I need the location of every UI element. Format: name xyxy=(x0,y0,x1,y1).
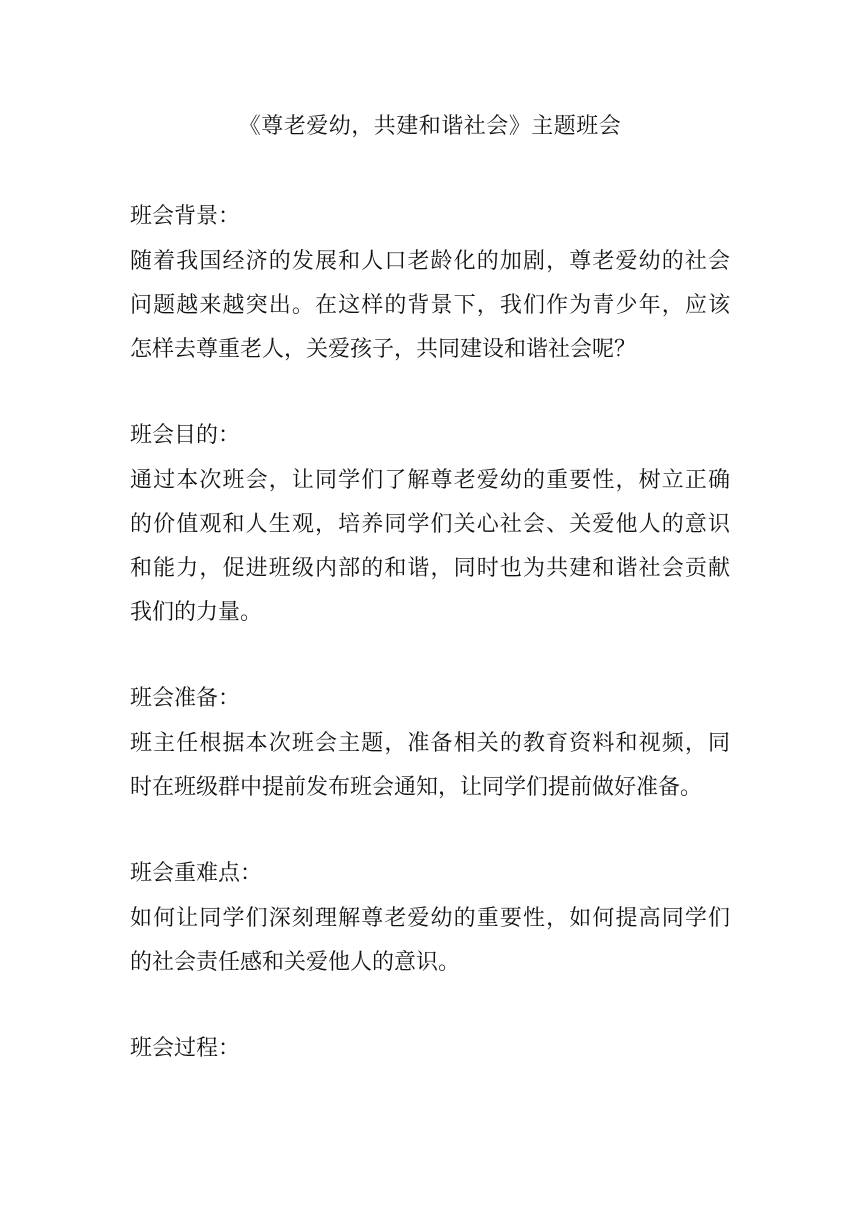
section-body xyxy=(130,722,730,810)
paragraph-line: 的价值观和人生观，培养同学们关心社会、关爱他人的意识 xyxy=(130,512,730,537)
section-purpose xyxy=(130,419,730,635)
paragraph-line: 怎样去尊重老人，关爱孩子，共同建设和谐社会呢？ xyxy=(130,337,637,362)
document-title: 《尊老爱幼，共建和谐社会》主题班会 xyxy=(238,114,622,139)
paragraph-line: 班主任根据本次班会主题，准备相关的教育资料和视频，同 xyxy=(130,731,730,756)
section-heading: 班会重难点： xyxy=(130,861,263,886)
paragraph-line: 随着我国经济的发展和人口老龄化的加剧，尊老爱幼的社会 xyxy=(130,249,730,274)
paragraph-line: 如何让同学们深刻理解尊老爱幼的重要性，如何提高同学们 xyxy=(130,906,730,931)
section-key-points xyxy=(130,857,730,985)
paragraph-line: 和能力，促进班级内部的和谐，同时也为共建和谐社会贡献 xyxy=(130,556,730,581)
paragraph-line: 的社会责任感和关爱他人的意识。 xyxy=(130,950,461,975)
paragraph-line: 我们的力量。 xyxy=(130,600,263,625)
section-body xyxy=(130,459,730,635)
section-process xyxy=(130,1032,730,1066)
section-heading: 班会准备： xyxy=(130,686,241,711)
section-preparation xyxy=(130,682,730,810)
document-content xyxy=(130,200,730,1113)
section-body xyxy=(130,897,730,985)
section-body xyxy=(130,240,730,372)
section-heading: 班会目的： xyxy=(130,423,241,448)
section-background xyxy=(130,200,730,372)
section-heading: 班会背景： xyxy=(130,204,241,229)
section-heading: 班会过程： xyxy=(130,1036,241,1061)
paragraph-line: 问题越来越突出。在这样的背景下，我们作为青少年，应该 xyxy=(130,293,730,318)
paragraph-line: 时在班级群中提前发布班会通知，让同学们提前做好准备。 xyxy=(130,775,703,800)
paragraph-line: 通过本次班会，让同学们了解尊老爱幼的重要性，树立正确 xyxy=(130,468,730,493)
